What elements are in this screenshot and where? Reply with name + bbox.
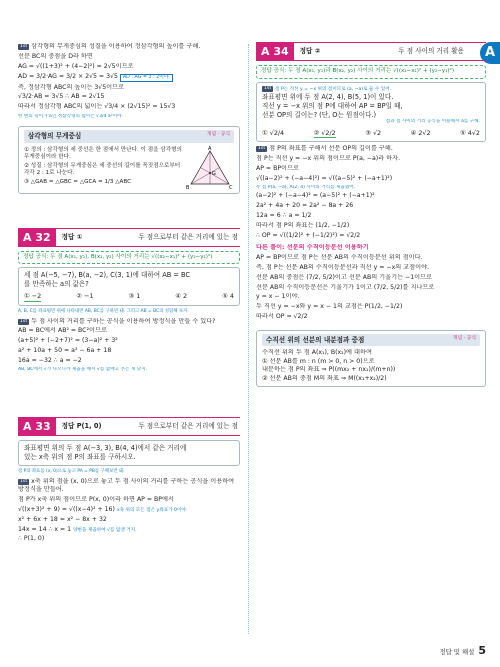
choice: ④ 2√2 (410, 128, 431, 137)
centroid-item: ② 성질 : 삼각형의 무게중심은 세 중선의 길이를 꼭짓점으로부터 각각 2 : 1로 나눈다. (24, 162, 181, 177)
question-header (18, 417, 240, 436)
panel-category: 개념 · 공식 (206, 131, 230, 137)
solution-annotation: AB, BC에서 √가 나오니까 제곱을 해서 √를 없애고 푸는 게 낫지. (18, 366, 148, 372)
ratio-note: AD : AG = 3 : 2이야. (120, 74, 173, 82)
alt-solution (256, 244, 486, 321)
solution-line: x² + 6x + 18 = x² − 8x + 32 (18, 515, 107, 523)
answer-label: 정답 ① (61, 232, 83, 241)
answer-label: 정답 P(1, 0) (61, 422, 102, 431)
centroid-triangle-figure (186, 146, 234, 190)
solution-line: 점 P가 x축 위의 점이므로 P(x, 0)이라 하면 AP = BP에서 (18, 496, 174, 504)
choice: ① √2/4 (262, 128, 285, 137)
solution-annotation: 두 점 P(a, −a), A(2, 4) 사이의 거리를 제곱했어. (256, 184, 356, 190)
division-item: 수직선 위의 두 점 A(x₁), B(x₂)에 대하여 (262, 349, 372, 357)
centroid-label: G (212, 170, 216, 177)
choice: ⑤ 4 (222, 292, 234, 301)
choice: ④ 2 (175, 292, 188, 301)
choice: ③ 1 (128, 292, 141, 301)
solution-line: (a−2)² + (−a−4)² = (a−5)² + (−a+1)² (256, 192, 375, 200)
solution-line: 2a² + 4a + 20 = 2a² − 8a + 26 (256, 202, 354, 210)
question-header (18, 228, 240, 247)
question-topic: 두 점으로부터 같은 거리에 있는 점 (138, 232, 238, 241)
solution-line: 14x = 14 ∴ x = 1 (18, 525, 72, 533)
right-column (256, 42, 486, 391)
intro-line: √3/2·AB = 3√5 ∴ AB = 2√15 (18, 93, 105, 101)
alt-title: 다른 풀이: 선분의 수직이등분선 이용하기 (256, 244, 369, 252)
question-line: 직선 y = −x 위의 점 P에 대하여 AP = BP일 때, (262, 101, 403, 110)
question-hint: 점과 점 사이의 거리 공식을 이용해서 a를 구해. (385, 119, 480, 125)
question-line: 좌표평면 위에 두 점 A(2, 4), B(5, 1)이 있다. (262, 92, 394, 101)
question-line: 좌표평면 위의 두 점 A(−3, 3), B(4, 4)에서 같은 거리에 (24, 444, 187, 453)
alt-line: y = x − 1이야. (256, 293, 300, 301)
question-number: A 32 (18, 228, 56, 247)
panel-title: 수직선 위의 선분의 내분점과 중점 (266, 335, 365, 344)
question-line: 세 점 A(−5, −7), B(a, −2), C(3, 1)에 대하여 AB = BC (24, 271, 190, 280)
q33-solution: 1st x축 위의 점을 (x, 0)으로 놓고 두 점 사이의 거리를 구하는 공식을 이용하여 방정식을 만들어. 점 P가 x축 위의 점이므로 P(x, 0)이라 하면 AP = BP에서 √((x+3)² + 9) = √((x−4)² + 16) x축 위의 모든 점은 y좌표가 0이야. x² + 6x + 18 = x² − 8x + 32 14x = 14 ∴ x = 1 양변을 제곱하여 √를 없앤 거지. ∴ P(1, 0) (18, 478, 240, 544)
solution-line: 점 P는 직선 y = −x 위의 점이므로 P(a, −a)라 하자. (256, 155, 401, 163)
alt-line: AP = BP이므로 점 P는 선분 AB의 수직이등분선 위의 점이다. (256, 254, 423, 262)
solution-annotation: 양변을 제곱하여 √를 없앤 거지. (73, 527, 137, 533)
solution-line: ∴ OP = √((1/2)² + (−1/2)²) = √2/2 (256, 231, 361, 239)
solution-line: (a+5)² + (−2+7)² = (3−a)² + 3² (18, 337, 118, 345)
intro-footnote: 한 변의 길이가 a인 정삼각형의 넓이는 √3/4 a²이야. (18, 113, 123, 119)
division-panel (256, 330, 486, 387)
choices (262, 129, 480, 139)
column-divider (248, 44, 249, 634)
footer-label: 정답 및 해설 (439, 648, 475, 657)
intro-line: AD = 3/2·AG = 3/2 × 2√5 = 3√5 (18, 72, 118, 80)
question-header (256, 42, 486, 61)
vertex-label: B (186, 184, 190, 190)
q34-solution: 1st 점 P의 좌표를 구해서 선분 OP의 길이를 구해. 점 P는 직선 y = −x 위의 점이므로 P(a, −a)라 하자. AP = BP이므로 √((a−2)² + (−a−4)²) = √((a−5)² + (−a+1)²) 두 점 P(a, −a), A(2, 4) 사이의 거리를 제곱했어. (a−2)² + (−a−4)² = (a−5)² + (−a+1)² 2a² + 4a + 20 = 2a² − 8a + 26 12a = 6 ∴ a = 1/2 따라서 점 P의 좌표는 (1/2, −1/2) ∴ OP = √((1/2)² + (−1/2)²) = √2/2 (256, 145, 486, 240)
solution-line: 따라서 점 P의 좌표는 (1/2, −1/2) (256, 221, 350, 229)
solution-line: a² + 10a + 50 = a² − 6a + 18 (18, 347, 112, 355)
centroid-item: ① 정의 : 삼각형의 세 중선은 한 점에서 만난다. 이 점을 삼각형의 무게중심이라 한다. (24, 146, 182, 161)
division-item: ① 선분 AB를 m : n (m > 0, n > 0)으로 (262, 357, 375, 365)
choice: ② √2/2 (313, 128, 336, 137)
choices (24, 292, 234, 302)
intro-line: AG = √((1+3)² + (4−2)²) = 2√5이므로 (18, 62, 134, 70)
solution-annotation: x축 위의 모든 점은 y좌표가 0이야. (116, 507, 188, 513)
answer-label: 정답 ② (299, 47, 321, 56)
solution-line: 두 점 사이의 거리를 구하는 공식을 이용하여 방정식을 만들 수 있다? (31, 317, 216, 325)
intro-line: 선분 BC의 중점을 D라 하면 (18, 52, 93, 60)
solution-line: 점 P의 좌표를 구해서 선분 OP의 길이를 구해. (269, 145, 393, 153)
solution-line: ∴ P(1, 0) (18, 535, 45, 543)
question-topic: 두 점으로부터 같은 거리에 있는 점 (138, 422, 238, 431)
choice: ② −1 (76, 292, 94, 301)
question-box: 1st 점 P는 직선 y = −x 위의 점이므로 (a, −a)로 둘 수 있어. 좌표평면 위에 두 점 A(2, 4), B(5, 1)이 있다. 직선 y = −x 위의 점 P에 대하여 AP = BP일 때, 선분 OP의 길이는? (단, O는 원점이다.) 점과 점 사이의 거리 공식을 이용해서 a를 구해. ① √2/4 ② √2/2 ③ √2 ④ 2√2 ⑤ 4√2 (256, 82, 486, 143)
solution-line: 12a = 6 ∴ a = 1/2 (256, 212, 312, 220)
choice: ③ √2 (365, 128, 382, 137)
formula-box: 정답 공식: 두 점 A(x₁, y₁)과 B(x₂, y₂) 사이의 거리는 √((x₂−x₁)² + (y₂−y₁)²) (256, 65, 486, 79)
solution-line: √((x+3)² + 9) = √((x−4)² + 16) (18, 505, 115, 513)
question-line: 선분 OP의 길이는? (단, O는 원점이다.) (262, 110, 377, 119)
division-item: ② 선분 AB의 중점 M의 좌표 ⇒ M((x₁+x₂)/2) (262, 374, 387, 382)
alt-line: 두 직선 y = −x와 y = x − 1의 교점은 P(1/2, −1/2) (256, 303, 403, 311)
solution-line: 16a = −32 ∴ a = −2 (18, 357, 82, 365)
intro-line: 따라서 정삼각형 ABC의 넓이는 √3/4 × (2√15)² = 15√3 (18, 103, 176, 111)
intro-line: 즉, 정삼각형 ABC의 높이는 3√5이므로 (18, 83, 125, 91)
question-box (18, 440, 240, 466)
question-line: 있는 x축 위의 점 P의 좌표를 구하시오. (24, 452, 136, 461)
alt-line: 즉, 점 P는 선분 AB의 수직이등분선과 직선 y = −x의 교점이야. (256, 263, 430, 271)
panel-category: 개념 · 공식 (452, 335, 476, 341)
centroid-item: ③ △GAB = △GBC = △GCA = 1/3 △ABC (24, 178, 132, 185)
vertex-label: C (229, 184, 233, 190)
page-footer (439, 644, 486, 659)
question-box (18, 267, 240, 305)
alt-line: 선분 AB의 수직이등분선은 기울기가 1이고 (7/2, 5/2)를 지나므로 (256, 283, 435, 291)
solution-line: x축 위의 점을 (x, 0)으로 놓고 두 점 사이의 거리를 구하는 공식을 이용하여 방정식을 만들어. (18, 477, 235, 494)
solution-line: √((a−2)² + (−a−4)²) = √((a−5)² + (−a+1)²) (256, 174, 393, 182)
question-number: A 34 (256, 42, 294, 61)
vertex-label: A (208, 145, 212, 152)
question-hint: 점 P의 좌표를 (x, 0)으로 놓고 PA = PB를 구해보면 돼. (18, 468, 125, 474)
intro-solution: 1st 삼각형의 무게중심의 성질을 이용하여 정삼각형의 높이를 구해. 선분 BC의 중점을 D라 하면 AG = √((1+3)² + (4−2)²) = 2√5이므로 AD = 3/2·AG = 3/2 × 2√5 = 3√5 AD : AG = 3 : 2이야. 즉, 정삼각형 ABC의 높이는 3√5이므로 √3/2·AB = 3√5 ∴ AB = 2√15 따라서 정삼각형 ABC의 넓이는 √3/4 × (2√15)² = 15√3 한 변의 길이가 a인 정삼각형의 넓이는 √3/4 a²이야. (18, 43, 240, 120)
section-tab: A (480, 42, 500, 64)
formula-box: 정답 공식: 두 점 A(x₁, y₁), B(x₂, y₂) 사이의 거리는 √((x₂−x₁)² + (y₂−y₁)²) (18, 251, 240, 265)
panel-title: 삼각형의 무게중심 (28, 131, 82, 140)
division-item: 내분하는 점 P의 좌표 ⇒ P((mx₂ + nx₁)/(m+n)) (262, 366, 396, 374)
choice: ① −2 (24, 292, 42, 301)
intro-line: 삼각형의 무게중심의 성질을 이용하여 정삼각형의 높이를 구해. (31, 43, 201, 50)
q32-solution: 1st 두 점 사이의 거리를 구하는 공식을 이용하여 방정식을 만들 수 있다? AB = BC에서 AB² = BC²이므로 (a+5)² + (−2+7)² = (3−a)² + 3² a² + 10a + 50 = a² − 6a + 18 16a = −32 ∴ a = −2 AB, BC에서 √가 나오니까 제곱을 해서 √를 없애고 푸는 게 낫지. (18, 318, 240, 373)
alt-line: 따라서 OP = √2/2 (256, 313, 308, 321)
centroid-panel (18, 126, 240, 194)
question-hint: A, B, C를 좌표평면 위에 나타내면 AB, BC를 구하면 돼. 그리고 AB = BC의 성립해 보자. (18, 308, 189, 314)
question-number: A 33 (18, 417, 56, 436)
question-topic: 두 점 사이의 거리 활용 (398, 47, 464, 56)
alt-line: 선분 AB의 중점은 (7/2, 5/2)이고 선분 AB의 기울기는 −1이므로 (256, 273, 433, 281)
pre-hint: 점 P는 직선 y = −x 위의 점이므로 (a, −a)로 둘 수 있어. (275, 86, 392, 92)
question-line: 를 만족하는 a의 값은? (24, 280, 89, 289)
choice: ⑤ 4√2 (460, 128, 480, 137)
page-number: 5 (478, 644, 486, 658)
solution-line: AB = BC에서 AB² = BC²이므로 (18, 327, 107, 335)
left-column (18, 40, 240, 545)
solution-line: AP = BP이므로 (256, 164, 299, 172)
